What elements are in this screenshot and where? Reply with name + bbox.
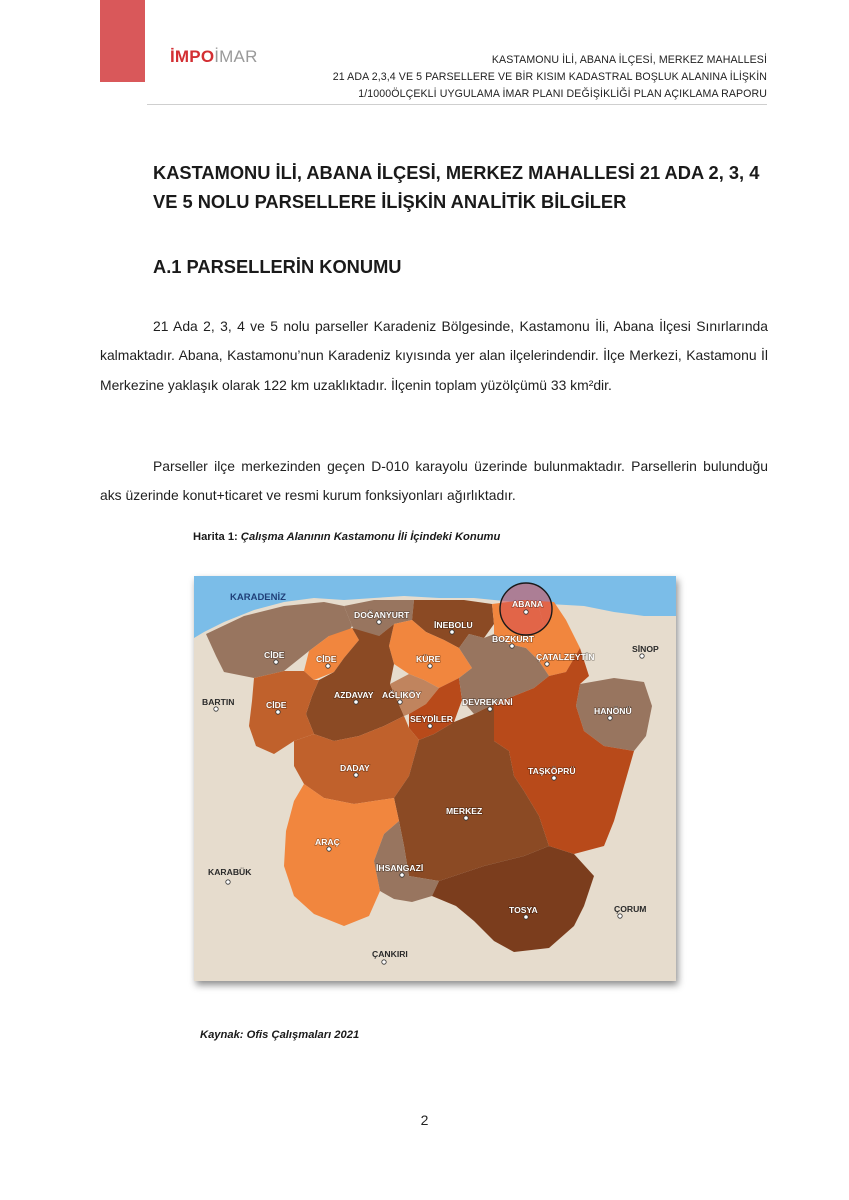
marker-daday — [354, 773, 358, 777]
paragraph-parcels: Parseller ilçe merkezinden geçen D-010 karayolu üzerinde bulunmaktadır. Parsellerin bulunduğu aks üzerinde konut+ticaret ve resmi kurum fonksiyonları ağırlıktadır. — [100, 458, 768, 504]
label-arac: ARAÇ — [315, 837, 340, 847]
label-taskopru: TAŞKÖPRÜ — [528, 766, 576, 776]
page-number: 2 — [420, 1112, 429, 1128]
abana-highlight-circle — [500, 583, 552, 635]
marker-cide-mid — [326, 664, 330, 668]
kastamonu-district-map — [194, 576, 676, 981]
label-aglikoy: AĞLIKÖY — [382, 690, 422, 700]
label-cide-south: CİDE — [266, 700, 287, 710]
running-header — [333, 52, 767, 103]
label-catalzeytin: ÇATALZEYTİN — [536, 652, 595, 662]
marker-cide-south — [276, 710, 280, 714]
label-tosya: TOSYA — [509, 905, 538, 915]
header-accent-bar — [100, 0, 145, 82]
header-line-2: 21 ADA 2,3,4 VE 5 PARSELLERE VE BİR KISIM KADASTRAL BOŞLUK ALANINA İLİŞKİN — [332, 71, 767, 83]
marker-taskopru — [552, 776, 556, 780]
map-caption: Harita 1: Çalışma Alanının Kastamonu İli İçindeki Konumu — [193, 531, 501, 543]
label-abana: ABANA — [512, 599, 544, 609]
label-doganyurt: DOĞANYURT — [354, 610, 410, 620]
marker-arac — [327, 847, 331, 851]
header-line-1: KASTAMONU İLİ, ABANA İLÇESİ, MERKEZ MAHALLESİ — [491, 54, 767, 66]
label-sinop: SİNOP — [632, 644, 659, 654]
marker-cankiri — [382, 960, 386, 964]
marker-tosya — [524, 915, 528, 919]
marker-bartin — [214, 707, 218, 711]
label-karabuk: KARABÜK — [208, 867, 252, 877]
marker-merkez — [464, 816, 468, 820]
marker-devrekani — [488, 707, 492, 711]
marker-inebolu — [450, 630, 454, 634]
label-devrekani: DEVREKANİ — [462, 697, 513, 707]
label-daday: DADAY — [340, 763, 370, 773]
paragraph-location: 21 Ada 2, 3, 4 ve 5 nolu parseller Karadeniz Bölgesinde, Kastamonu İli, Abana İlçesi Sınırlarında kalmaktadır. Abana, Kastamonu’nun Karadeniz kıyısında yer alan ilçelerindendir. İlçe Merkezi, Kastamonu İl Merkezine yaklaşık olarak 122 km uzaklıktadır. İlçenin toplam yüzölçümü 33 km²dir. — [100, 318, 768, 393]
marker-bozkurt — [510, 644, 514, 648]
marker-aglikoy — [398, 700, 402, 704]
marker-hanonu — [608, 716, 612, 720]
label-inebolu: İNEBOLU — [434, 620, 473, 630]
label-kure: KÜRE — [416, 654, 441, 664]
marker-catalzeytin — [545, 662, 549, 666]
page-title: KASTAMONU İLİ, ABANA İLÇESİ, MERKEZ MAHALLESİ 21 ADA 2, 3, 4 VE 5 NOLU PARSELLERE İLİŞKİN ANALİTİK BİLGİLER — [153, 162, 760, 212]
label-hanonu: HANÖNÜ — [594, 706, 632, 716]
marker-seydiler — [428, 724, 432, 728]
marker-corum — [618, 914, 622, 918]
marker-sinop — [640, 654, 644, 658]
marker-karabuk — [226, 880, 230, 884]
company-logo: İMPOİMAR — [170, 47, 258, 66]
marker-azdavay — [354, 700, 358, 704]
marker-cide-west — [274, 660, 278, 664]
label-azdavay: AZDAVAY — [334, 690, 374, 700]
section-heading: A.1 PARSELLERİN KONUMU — [153, 256, 402, 277]
marker-abana — [524, 610, 528, 614]
label-cide-mid: CİDE — [316, 654, 337, 664]
header-line-3: 1/1000ÖLÇEKLİ UYGULAMA İMAR PLANI DEĞİŞİKLİĞİ PLAN AÇIKLAMA RAPORU — [358, 88, 767, 100]
marker-ihsangazi — [400, 873, 404, 877]
map-source: Kaynak: Ofis Çalışmaları 2021 — [200, 1029, 360, 1041]
label-bozkurt: BOZKURT — [492, 634, 535, 644]
marker-kure — [428, 664, 432, 668]
label-cide-west: CİDE — [264, 650, 285, 660]
label-seydiler: SEYDİLER — [410, 714, 453, 724]
label-bartin: BARTIN — [202, 697, 235, 707]
label-corum: ÇORUM — [614, 904, 647, 914]
header-divider — [147, 104, 767, 105]
label-cankiri: ÇANKIRI — [372, 949, 408, 959]
label-merkez: MERKEZ — [446, 806, 483, 816]
marker-doganyurt — [377, 620, 381, 624]
sea-label: KARADENİZ — [230, 592, 286, 603]
label-ihsangazi: İHSANGAZİ — [376, 863, 424, 873]
